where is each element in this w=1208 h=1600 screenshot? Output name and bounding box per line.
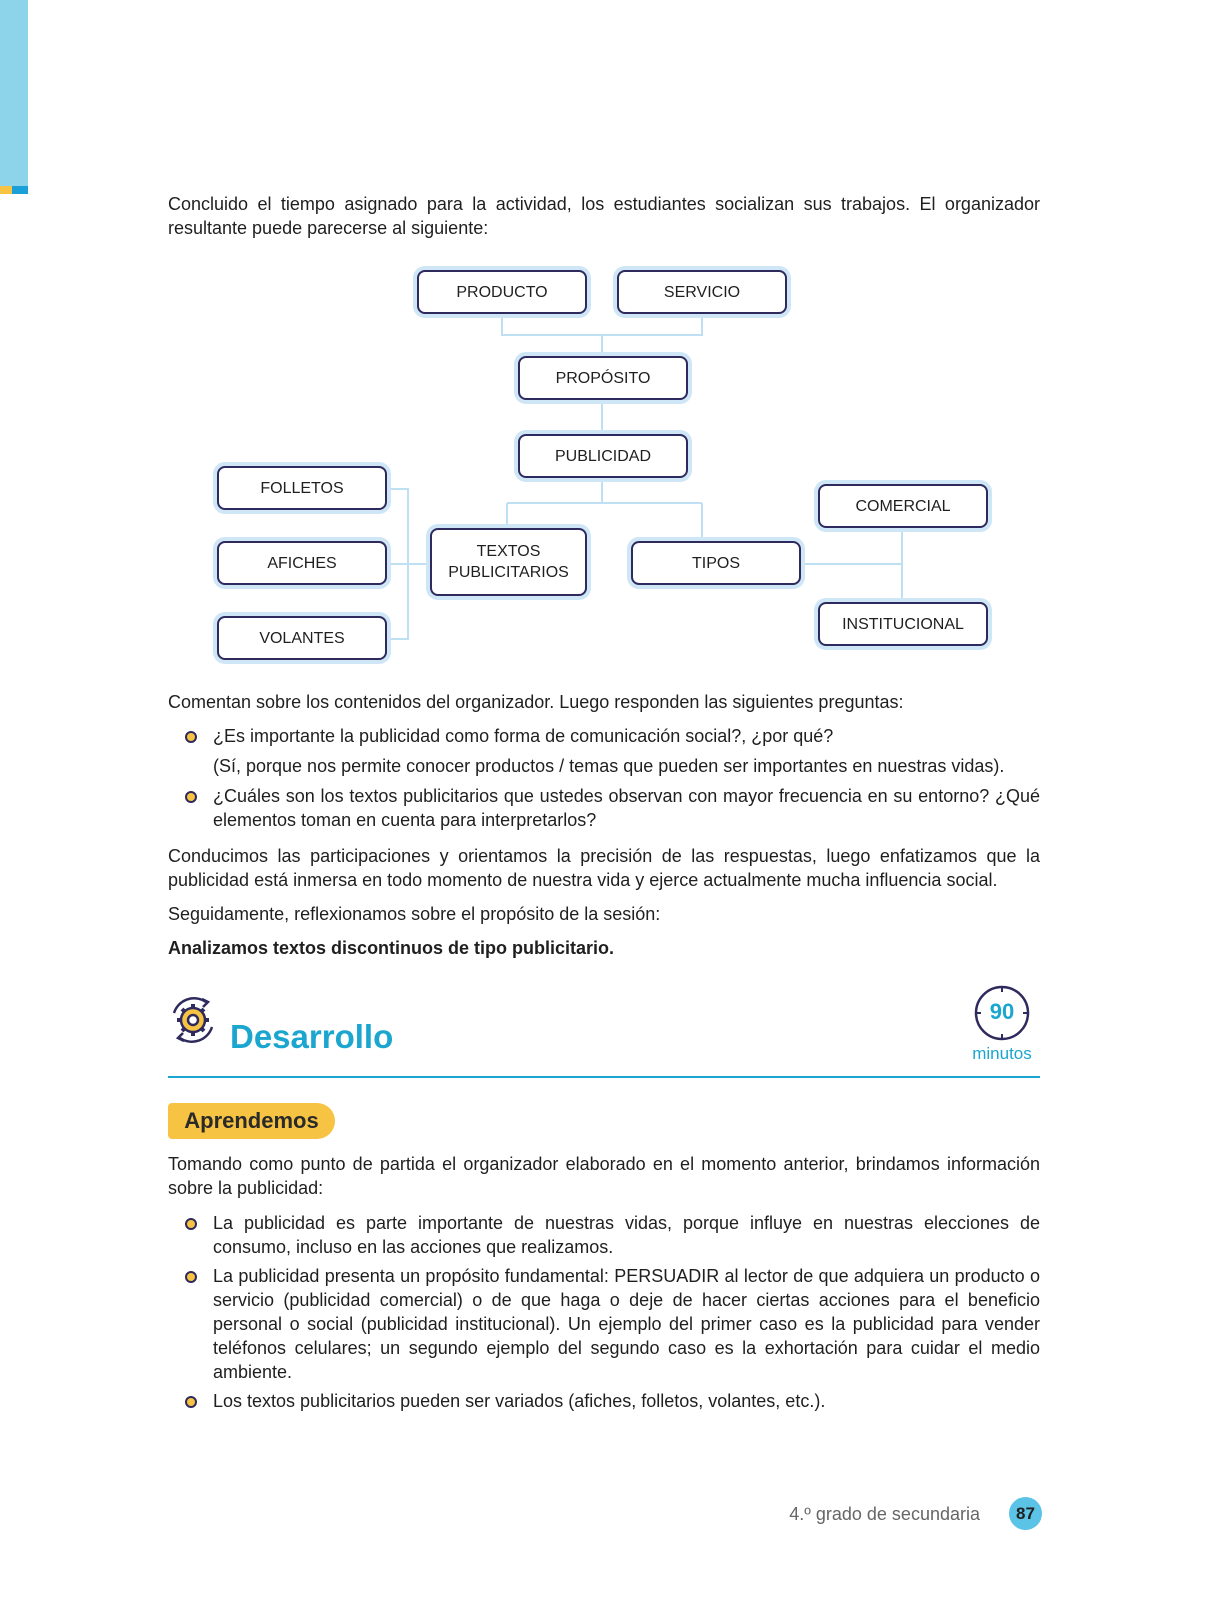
info-text: Los textos publicitarios pueden ser variados (afiches, folletos, volantes, etc.). xyxy=(213,1391,826,1411)
gear-icon xyxy=(166,993,220,1047)
node-tipos: TIPOS xyxy=(631,541,801,585)
node-servicio: SERVICIO xyxy=(617,270,787,314)
node-institucional: INSTITUCIONAL xyxy=(818,602,988,646)
node-afiches: AFICHES xyxy=(217,541,387,585)
answer-item xyxy=(168,754,1040,778)
timer-unit: minutos xyxy=(972,1044,1032,1063)
node-producto: PRODUCTO xyxy=(417,270,587,314)
section-divider xyxy=(168,1076,1040,1078)
question-item xyxy=(168,784,1040,832)
node-volantes: VOLANTES xyxy=(217,616,387,660)
question-item xyxy=(168,724,1040,748)
bullet-icon xyxy=(185,791,197,803)
timer-value: 90 xyxy=(989,999,1015,1024)
bullet-icon xyxy=(185,1271,197,1283)
node-textos-line2: PUBLICITARIOS xyxy=(448,564,569,581)
conducimos-paragraph: Conducimos las participaciones y orientamos la precisión de las respuestas, luego enfatizamos que la publicidad está inmersa en todo momento de nuestra vida y ejerce actualmente mucha influencia social. xyxy=(168,846,1040,890)
question-text: ¿Cuáles son los textos publicitarios que ustedes observan con mayor frecuencia en su entorno? ¿Qué elementos toman en cuenta para interpretarlos? xyxy=(213,786,1040,830)
node-proposito: PROPÓSITO xyxy=(518,356,688,400)
question-text: ¿Es importante la publicidad como forma de comunicación social?, ¿por qué? xyxy=(213,726,834,746)
info-item xyxy=(168,1211,1040,1259)
info-list xyxy=(168,1211,1040,1413)
bullet-icon xyxy=(185,731,197,743)
comment-paragraph: Comentan sobre los contenidos del organizador. Luego responden las siguientes preguntas: xyxy=(168,692,904,712)
info-text: La publicidad presenta un propósito fundamental: PERSUADIR al lector de que adquiera un producto o servicio (publicidad comercial) o de que haga o deje de hacer ciertas acciones para el beneficio personal o social (publicidad institucional). Un ejemplo del primer caso es la publicidad para vender teléfonos celulares; un segundo ejemplo del segundo caso es la exhortación para cuidar el medio ambiente. xyxy=(213,1266,1040,1382)
page-number: 87 xyxy=(1009,1497,1042,1530)
info-item xyxy=(168,1389,1040,1413)
question-list xyxy=(168,724,1040,832)
info-item xyxy=(168,1264,1040,1384)
seguidamente-paragraph: Seguidamente, reflexionamos sobre el propósito de la sesión: xyxy=(168,904,661,924)
info-text: La publicidad es parte importante de nuestras vidas, porque influye en nuestras elecciones de consumo, incluso en las acciones que realizamos. xyxy=(213,1213,1040,1257)
bullet-icon xyxy=(185,1218,197,1230)
aprendemos-badge: Aprendemos xyxy=(168,1103,335,1139)
aprendemos-intro: Tomando como punto de partida el organizador elaborado en el momento anterior, brindamos información sobre la publicidad: xyxy=(168,1154,1040,1198)
bullet-icon xyxy=(185,1396,197,1408)
section-title: Desarrollo xyxy=(230,1018,394,1055)
diagram-connectors xyxy=(0,0,1208,700)
node-folletos: FOLLETOS xyxy=(217,466,387,510)
answer-text: (Sí, porque nos permite conocer productos / temas que pueden ser importantes en nuestras vidas). xyxy=(213,756,1005,776)
node-comercial: COMERCIAL xyxy=(818,484,988,528)
node-textos-publicitarios xyxy=(430,528,587,596)
session-purpose: Analizamos textos discontinuos de tipo publicitario. xyxy=(168,938,615,958)
intro-paragraph: Concluido el tiempo asignado para la actividad, los estudiantes socializan sus trabajos. El organizador resultante puede parecerse al siguiente: xyxy=(168,194,1040,238)
footer-grade: 4.º grado de secundaria xyxy=(789,1504,980,1524)
node-textos-line1: TEXTOS xyxy=(476,543,541,560)
node-publicidad: PUBLICIDAD xyxy=(518,434,688,478)
